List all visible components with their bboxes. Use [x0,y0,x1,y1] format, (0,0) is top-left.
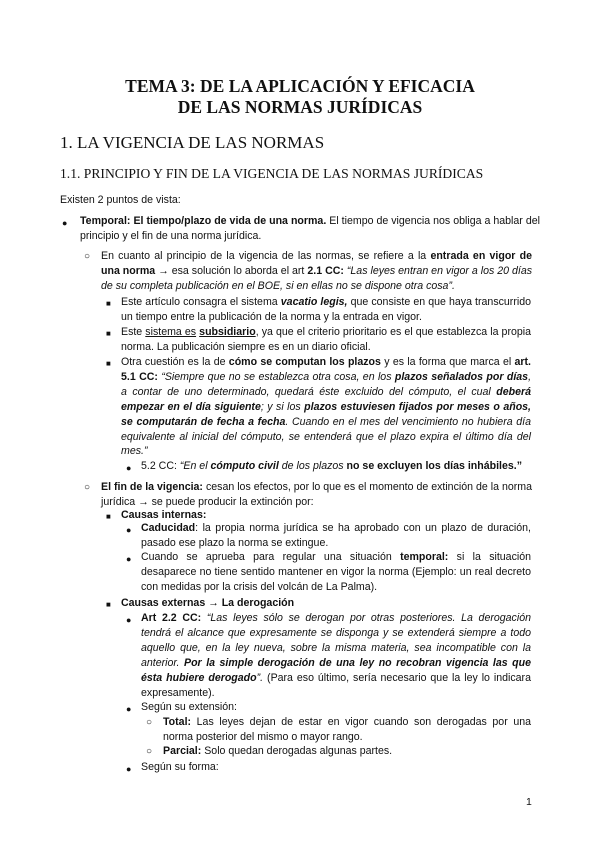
vacatio-text-1: Este artículo consagra el sistema [121,296,278,308]
principio-quote: “Las leyes entran en vigor a los 20 días de su completa publicación en el BOE, si en ellas no se dispone otra cosa”. [101,264,533,292]
art22-bold-italic: Por la simple derogación de una ley no recobran vigencia las que ésta hubiere derogado [141,656,532,684]
bullet-square: ■ [106,359,111,368]
principio-paragraph [101,249,532,294]
page-number: 1 [526,796,532,808]
total-text: Las leyes dejan de estar en vigor cuando son derogadas por una norma posterior del mismo o mayor rango. [163,716,531,743]
caducidad-paragraph [141,521,531,551]
parcial-text: Solo quedan derogadas algunas partes. [204,745,393,757]
document-title-line-1: TEMA 3: DE LA APLICACIÓN Y EFICACIA [125,76,475,96]
parcial-paragraph [163,744,531,759]
bullet-square: ■ [106,329,111,338]
computo-bold-italic-2: deberá empezar en el día siguiente [121,385,531,413]
computo-bold-2: art. 5.1 CC: [121,356,532,383]
principio-text-2: → esa solución lo aborda el art [158,264,305,277]
bullet-circle: ○ [84,482,91,493]
art52-bold: no se excluyen los días inhábiles.” [346,460,522,472]
principio-bold-2: 2.1 CC: [307,264,344,277]
art52-bold-italic: cómputo civil [210,460,279,472]
vacatio-paragraph [121,295,531,325]
computo-text-2: y es la forma que marca el [384,356,512,368]
computo-bold-italic-1: plazos señalados por días [394,370,529,383]
temporal2-text-1: Cuando se aprueba para regular una situación [141,551,392,563]
parcial-bold: Parcial: [163,745,202,757]
art22-italic-1: “Las leyes sólo se derogan por otras posteriores. La derogación tendrá el alcance que expresamente se disponga y se extenderá siempre a todo aquello que, en la ley nueva, sobre la misma materia, sea incompatible con la anterior. [141,612,531,669]
bullet-square: ■ [106,600,111,609]
forma-label: Según su forma: [141,761,219,773]
bullet-disc: ● [126,615,132,625]
fin-text: cesan los efectos, por lo que es el momento de extinción de la norma jurídica → se puede producir la extinción por: [101,481,532,508]
total-bold: Total: [163,716,192,728]
art52-italic-1: “En el [179,460,208,472]
fin-bold: El fin de la vigencia: [101,481,203,493]
art22-italic-2: ”. [256,671,264,684]
art22-text: (Para eso último, sería necesario que la ley lo indicara expresamente). [141,671,531,699]
temporal-label: Temporal: [80,215,131,227]
section-heading-1: 1. LA VIGENCIA DE LAS NORMAS [60,133,325,152]
section-heading-1-1: 1.1. PRINCIPIO Y FIN DE LA VIGENCIA DE LAS NORMAS JURÍDICAS [60,166,484,181]
computo-italic-3: ; y si los [260,400,301,413]
subsidiario-text-1: Este [121,326,143,338]
principio-bold-1: entrada en vigor de una norma [101,250,532,277]
caducidad-bold: Caducidad [141,522,196,534]
bullet-disc: ● [126,554,132,564]
computo-bold-italic-3: plazos estuviesen fijados por meses o años, se computarán de fecha a fecha [121,400,531,428]
bullet-circle: ○ [84,251,91,262]
temporal-situation-paragraph [141,550,531,595]
bullet-circle: ○ [146,717,153,728]
document-title-line-2: DE LAS NORMAS JURÍDICAS [177,97,423,117]
temporal2-bold: temporal: [400,551,449,563]
temporal2-text-2: si la situación desaparece no tiene sentido mantener en vigor la norma (Ejemplo: un real decreto con medidas por la crisis del volcán de La Palma). [141,551,532,593]
extension-label: Según su extensión: [141,701,238,713]
art52-paragraph [141,459,531,474]
intro-text: Existen 2 puntos de vista: [60,194,181,206]
subsidiario-underlined-bold: subsidiario [199,326,256,338]
subsidiario-underlined: sistema es [145,326,197,338]
subsidiario-paragraph [121,325,531,355]
principio-text-1: En cuanto al principio de la vigencia de las normas, se refiere a la [101,250,427,262]
bullet-disc: ● [62,218,68,228]
temporal-bold: El tiempo/plazo de vida de una norma. [133,215,327,227]
fin-paragraph [101,480,532,510]
art52-italic-2: de los plazos [281,460,344,472]
computo-paragraph [121,355,531,459]
vacatio-text-2: que consiste en que haya transcurrido un tiempo entre la publicación de la norma y la entrada en vigor. [121,296,531,323]
vacatio-legis: vacatio legis, [280,296,348,308]
computo-italic-2: , a contar de uno determinado, quedará éste excluido del cómputo, el cual [121,370,532,398]
bullet-circle: ○ [146,746,153,757]
total-paragraph [163,715,531,745]
bullet-square: ■ [106,299,111,308]
bullet-disc: ● [126,463,132,473]
temporal-text: El tiempo de vigencia nos obliga a hablar del principio y el fin de una norma jurídica. [80,215,540,242]
bullet-disc: ● [126,764,132,774]
computo-italic-4: . Cuando en el mes del vencimiento no hubiera día equivalente al inicial del cómputo, se entenderá que el plazo expira el último día del mes.” [121,415,532,458]
caducidad-text: : la propia norma jurídica se ha aprobado con un plazo de duración, pasado ese plazo la norma se extingue. [141,522,531,549]
subsidiario-text-2: , ya que el criterio prioritario es el que establezca la propia norma. La publicación siempre es en un diario oficial. [121,326,532,353]
art22-paragraph [141,611,531,700]
bullet-disc: ● [126,525,132,535]
computo-text-1: Otra cuestión es la de [121,356,226,368]
bullet-disc: ● [126,704,132,714]
temporal-paragraph [80,214,540,244]
bullet-square: ■ [106,512,111,521]
causas-externas-label: Causas externas → La derogación [121,597,295,609]
art22-bold: Art 2.2 CC: [141,612,202,624]
computo-bold-1: cómo se computan los plazos [228,356,381,368]
computo-italic-1: “Siempre que no se establezca otra cosa, en los [161,370,392,383]
causas-internas-label: Causas internas: [121,509,207,521]
art52-text: 5.2 CC: [141,460,177,472]
